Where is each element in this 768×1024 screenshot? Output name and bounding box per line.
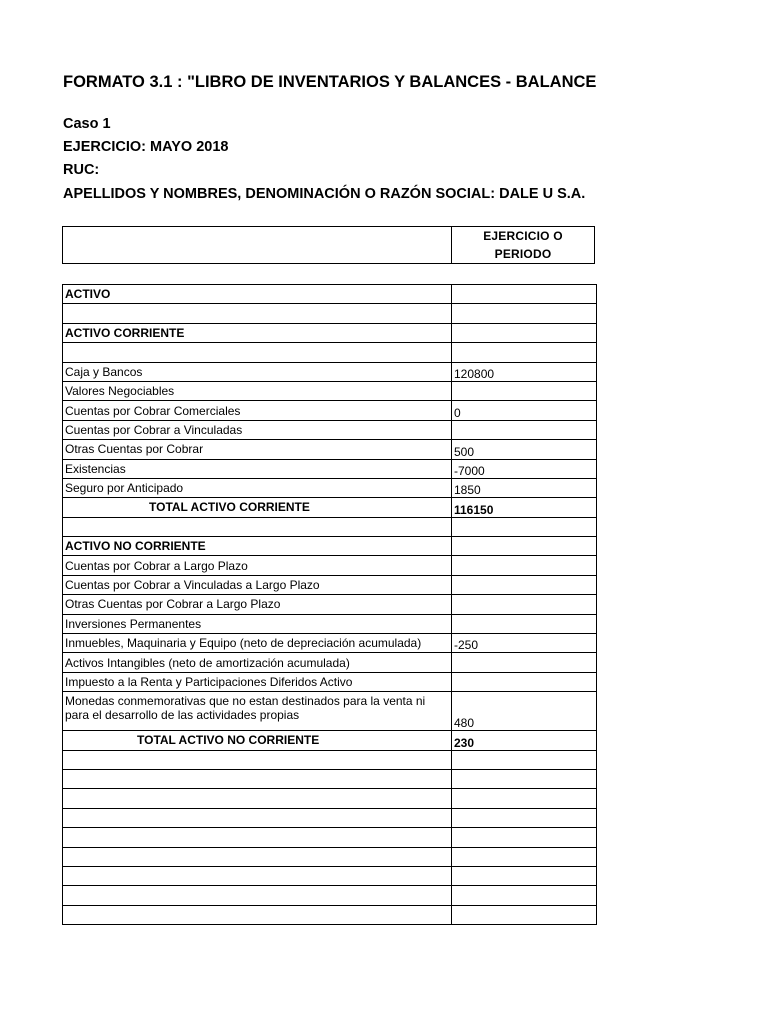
row-value: -7000 (452, 459, 597, 478)
row-value (452, 595, 597, 614)
row-label: Valores Negociables (63, 381, 452, 400)
row-value (452, 808, 597, 827)
row-label: Otras Cuentas por Cobrar (63, 440, 452, 459)
row-value (452, 847, 597, 866)
total-noncurrent-assets-value: 230 (452, 731, 597, 750)
row-value (452, 672, 597, 691)
row-value: 120800 (452, 362, 597, 381)
row-value (452, 866, 597, 885)
table-row (63, 653, 597, 672)
table-row (63, 459, 597, 478)
row-label: ACTIVO CORRIENTE (63, 323, 452, 342)
table-row (63, 886, 597, 905)
row-label: Monedas conmemorativas que no estan destinados para la venta ni para el desarrollo de las actividades propias (63, 692, 452, 731)
row-value (452, 905, 597, 924)
table-row (63, 440, 597, 459)
row-label: Inversiones Permanentes (63, 614, 452, 633)
row-value (452, 323, 597, 342)
table-row (63, 847, 597, 866)
table-row (63, 789, 597, 808)
row-value (452, 750, 597, 769)
period-header (452, 227, 594, 263)
row-label (63, 750, 452, 769)
row-value (452, 886, 597, 905)
table-row (63, 478, 597, 497)
table-row (63, 362, 597, 381)
row-value (452, 285, 597, 304)
row-label: Cuentas por Cobrar a Vinculadas a Largo Plazo (63, 575, 452, 594)
table-row (63, 556, 597, 575)
document-title: FORMATO 3.1 : "LIBRO DE INVENTARIOS Y BALANCES - BALANCE (63, 73, 597, 91)
row-label: Seguro por Anticipado (63, 478, 452, 497)
row-value (452, 614, 597, 633)
row-label: Existencias (63, 459, 452, 478)
row-label: Cuentas por Cobrar a Largo Plazo (63, 556, 452, 575)
table-row (63, 381, 597, 400)
table-row (63, 595, 597, 614)
row-label (63, 886, 452, 905)
row-value (452, 304, 597, 323)
row-label: Impuesto a la Renta y Participaciones Diferidos Activo (63, 672, 452, 691)
row-label (63, 866, 452, 885)
period-header-line1: EJERCICIO O (483, 229, 563, 243)
row-value (452, 653, 597, 672)
row-value (452, 556, 597, 575)
period-header-box (62, 226, 595, 264)
case-label: Caso 1 (63, 116, 111, 132)
table-row (63, 401, 597, 420)
table-row-total (63, 498, 597, 517)
table-row (63, 575, 597, 594)
row-label: ACTIVO NO CORRIENTE (63, 537, 452, 556)
total-current-assets-value: 116150 (452, 498, 597, 517)
row-label: Caja y Bancos (63, 362, 452, 381)
row-value: 500 (452, 440, 597, 459)
row-value (452, 828, 597, 847)
row-label: Otras Cuentas por Cobrar a Largo Plazo (63, 595, 452, 614)
row-value: 1850 (452, 478, 597, 497)
row-value (452, 420, 597, 439)
table-row (63, 537, 597, 556)
row-label: Cuentas por Cobrar Comerciales (63, 401, 452, 420)
total-current-assets-label: TOTAL ACTIVO CORRIENTE (63, 498, 452, 517)
balance-table (62, 284, 597, 925)
row-label (63, 847, 452, 866)
table-row (63, 634, 597, 653)
table-row (63, 517, 597, 536)
table-row (63, 343, 597, 362)
table-row (63, 769, 597, 788)
table-row (63, 828, 597, 847)
table-row (63, 808, 597, 827)
row-label (63, 828, 452, 847)
row-label (63, 343, 452, 362)
row-value: -250 (452, 634, 597, 653)
row-value: 480 (452, 692, 597, 731)
period-header-line2: PERIODO (494, 247, 552, 261)
row-label (63, 808, 452, 827)
table-row (63, 905, 597, 924)
row-label (63, 789, 452, 808)
table-row (63, 285, 597, 304)
row-value (452, 575, 597, 594)
total-noncurrent-assets-label: TOTAL ACTIVO NO CORRIENTE (63, 731, 452, 750)
row-label (63, 517, 452, 536)
row-value (452, 343, 597, 362)
row-label: Inmuebles, Maquinaria y Equipo (neto de depreciación acumulada) (63, 634, 452, 653)
exercise-label: EJERCICIO: MAYO 2018 (63, 139, 229, 155)
row-label (63, 769, 452, 788)
row-value: 0 (452, 401, 597, 420)
row-value (452, 769, 597, 788)
row-label (63, 304, 452, 323)
row-label: Cuentas por Cobrar a Vinculadas (63, 420, 452, 439)
row-value (452, 381, 597, 400)
table-row (63, 304, 597, 323)
table-row (63, 750, 597, 769)
company-label: APELLIDOS Y NOMBRES, DENOMINACIÓN O RAZÓN SOCIAL: DALE U S.A. (63, 186, 586, 202)
table-row (63, 692, 597, 731)
table-row (63, 866, 597, 885)
row-label: Activos Intangibles (neto de amortización acumulada) (63, 653, 452, 672)
row-value (452, 789, 597, 808)
table-row (63, 420, 597, 439)
row-label: ACTIVO (63, 285, 452, 304)
table-row-total (63, 731, 597, 750)
row-label (63, 905, 452, 924)
row-value (452, 517, 597, 536)
ruc-label: RUC: (63, 162, 100, 178)
table-row (63, 614, 597, 633)
table-row (63, 323, 597, 342)
table-row (63, 672, 597, 691)
row-value (452, 537, 597, 556)
